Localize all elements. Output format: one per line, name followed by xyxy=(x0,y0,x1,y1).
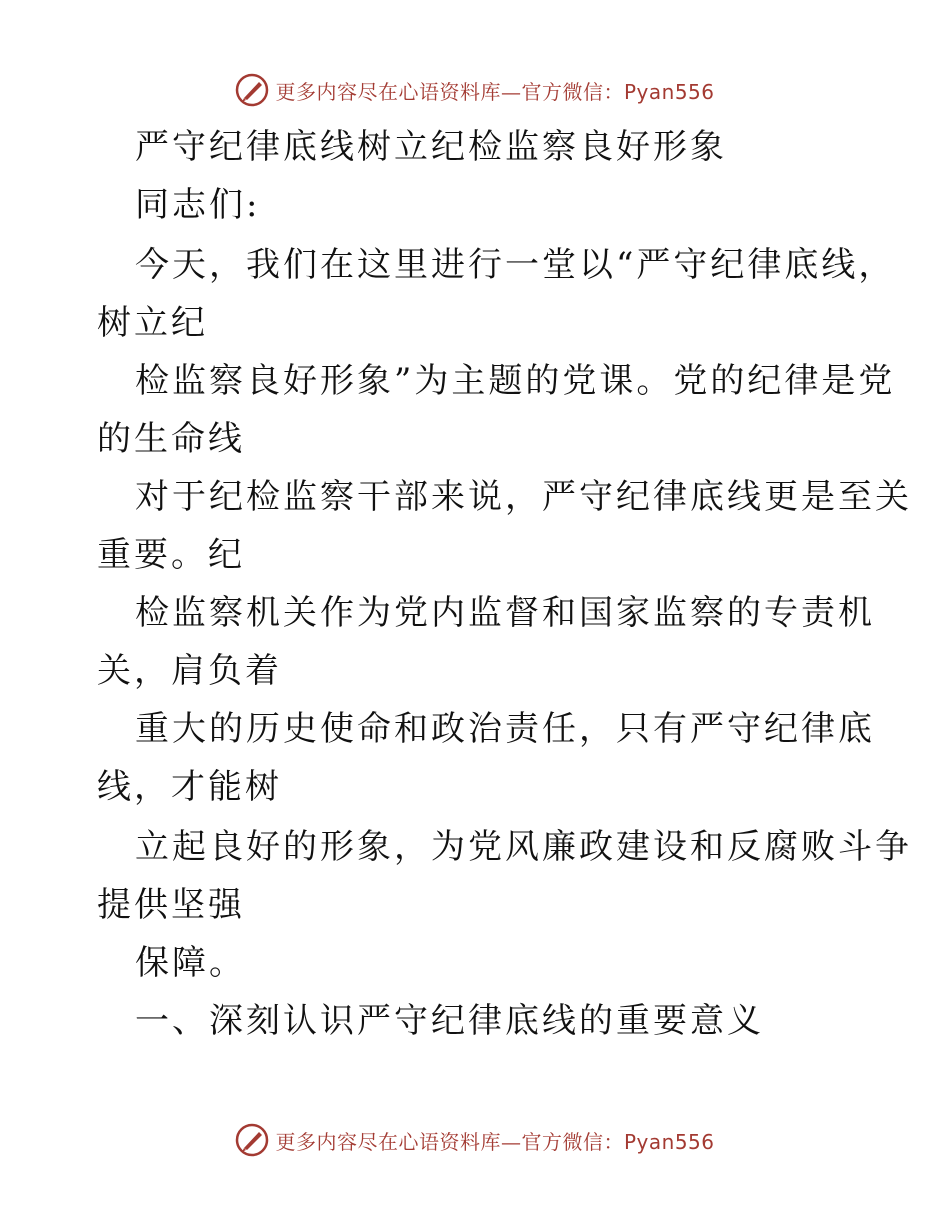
header-wechat-id: Pyan556 xyxy=(623,79,715,104)
footer-banner-label: 更多内容尽在心语资料库—官方微信： xyxy=(275,1129,624,1154)
paragraph-line: 检监察良好形象”为主题的党课。党的纪律是党 xyxy=(135,361,896,401)
paragraph-line: 重大的历史使命和政治责任，只有严守纪律底 xyxy=(135,709,875,749)
footer-banner xyxy=(0,1120,950,1160)
header-banner-text xyxy=(275,76,714,105)
quill-pen-logo-icon xyxy=(235,73,269,107)
footer-wechat-id: Pyan556 xyxy=(623,1129,715,1154)
salutation: 同志们: xyxy=(135,185,261,225)
paragraph-line: 今天，我们在这里进行一堂以“严守纪律底线， xyxy=(135,245,896,285)
header-banner xyxy=(0,70,950,110)
paragraph-line: 保障。 xyxy=(135,943,246,983)
section-heading: 一、深刻认识严守纪律底线的重要意义 xyxy=(135,1001,764,1041)
paragraph-line: 线，才能树 xyxy=(97,767,282,807)
footer-banner-text xyxy=(275,1126,714,1155)
paragraph-line: 对于纪检监察干部来说，严守纪律底线更是至关 xyxy=(135,477,912,517)
paragraph-line: 树立纪 xyxy=(97,303,208,343)
paragraph-line: 的生命线 xyxy=(97,419,245,459)
header-banner-label: 更多内容尽在心语资料库—官方微信： xyxy=(275,79,624,104)
quill-pen-logo-icon xyxy=(235,1123,269,1157)
document-title: 严守纪律底线树立纪检监察良好形象 xyxy=(135,127,727,167)
paragraph-line: 重要。纪 xyxy=(97,535,245,575)
paragraph-line: 立起良好的形象，为党风廉政建设和反腐败斗争 xyxy=(135,827,912,867)
paragraph-line: 提供坚强 xyxy=(97,885,245,925)
paragraph-line: 关，肩负着 xyxy=(97,651,282,691)
paragraph-line: 检监察机关作为党内监督和国家监察的专责机 xyxy=(135,593,875,633)
